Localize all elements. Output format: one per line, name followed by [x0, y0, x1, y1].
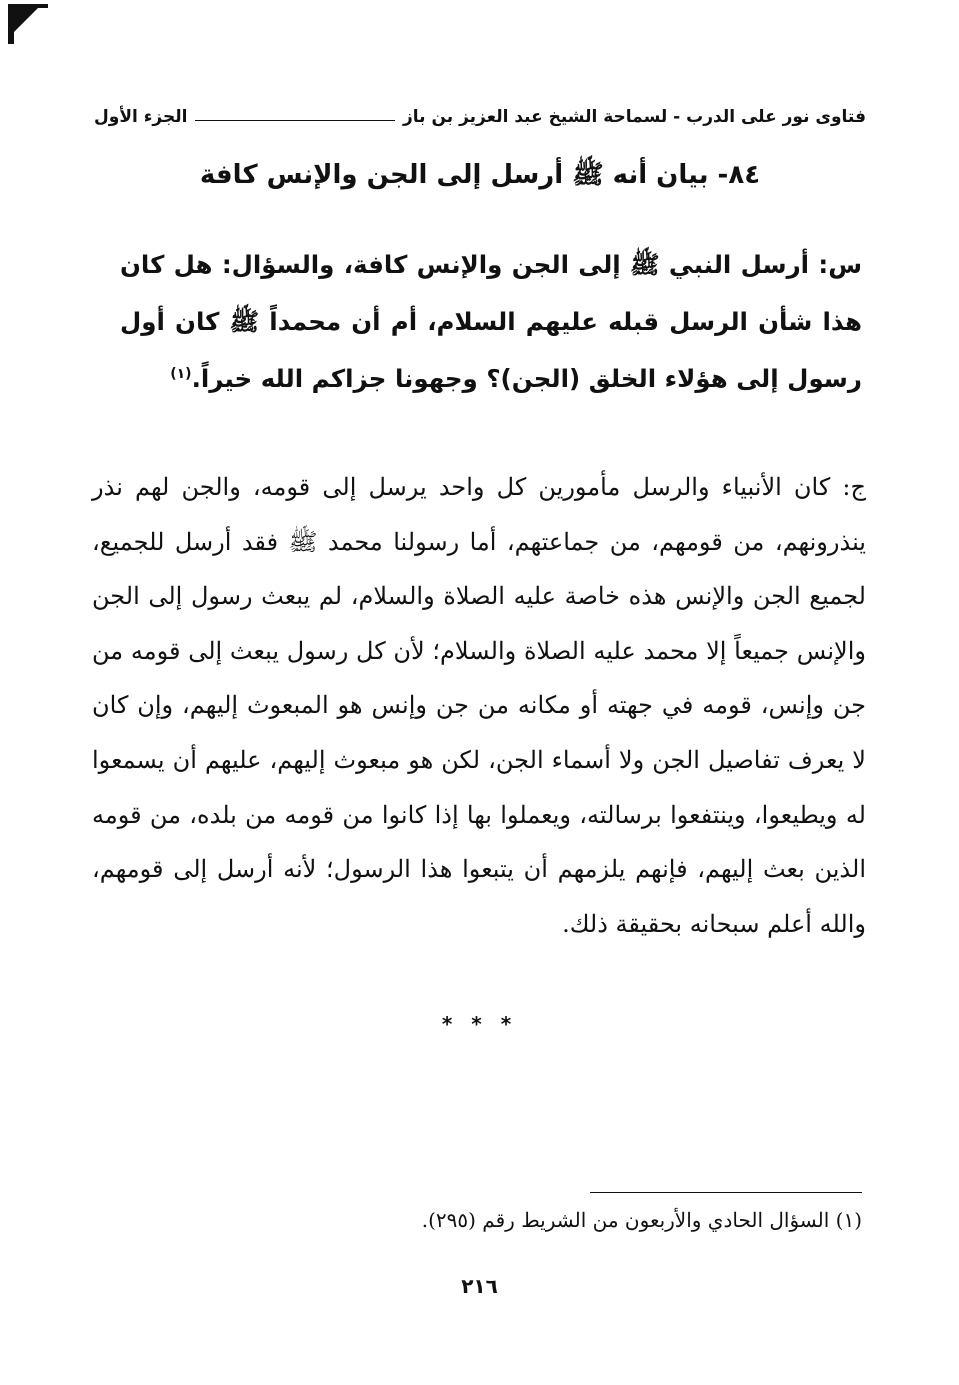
corner-mark-icon — [8, 4, 48, 44]
answer-text: كان الأنبياء والرسل مأمورين كل واحد يرسل إلى قومه، والجن لهم نذر ينذرونهم، من قومهم، من جماعتهم، أما رسولنا محمد ﷺ فقد أرسل للجميع، لجميع الجن والإنس هذه خاصة عليه الصلاة والسلام، لم يبعث رسول إلى الجن والإنس جميعاً إلا محمد عليه الصلاة والسلام؛ لأن كل رسول يبعث إلى قومه من جن وإنس، قومه في جهته أو مكانه من جن وإنس هو المبعوث إليهم، وإن كان لا يعرف تفاصيل الجن ولا أسماء الجن، لكن هو مبعوث إليهم، عليهم أن يسمعوا له ويطيعوا، وينتفعوا برسالته، ويعملوا بها إذا كانوا من قومه من بلده، من قومه الذين بعث إليهم، فإنهم يلزمهم أن يتبعوا هذا الرسول؛ لأنه أرسل إلى قومهم، والله أعلم سبحانه بحقيقة ذلك. — [92, 473, 867, 938]
page-number: ٢١٦ — [461, 1274, 498, 1298]
book-title: فتاوى نور على الدرب - لسماحة الشيخ عبد العزيز بن باز — [403, 107, 866, 127]
answer-marker: ج: — [842, 473, 866, 501]
volume-label: الجزء الأول — [94, 107, 188, 127]
chapter-title: ٨٤- بيان أنه ﷺ أرسل إلى الجن والإنس كافة — [199, 160, 761, 190]
section-separator: * * * — [441, 1012, 518, 1036]
footnote: (١) السؤال الحادي والأربعون من الشريط رقم (٢٩٥). — [421, 1208, 862, 1232]
question-text: أرسل النبي ﷺ إلى الجن والإنس كافة، والسؤال: هل كان هذا شأن الرسل قبله عليهم السلام، أم أن محمداً ﷺ كان أول رسول إلى هؤلاء الخلق (الجن)؟ وجهونا جزاكم الله خيراً. — [120, 250, 862, 393]
footnote-reference: (١) — [170, 365, 192, 382]
footnote-rule — [590, 1192, 862, 1193]
answer-block — [92, 460, 866, 951]
question-marker: س: — [818, 250, 862, 279]
running-header — [94, 102, 866, 132]
header-rule — [195, 120, 395, 121]
question-block — [120, 236, 862, 407]
